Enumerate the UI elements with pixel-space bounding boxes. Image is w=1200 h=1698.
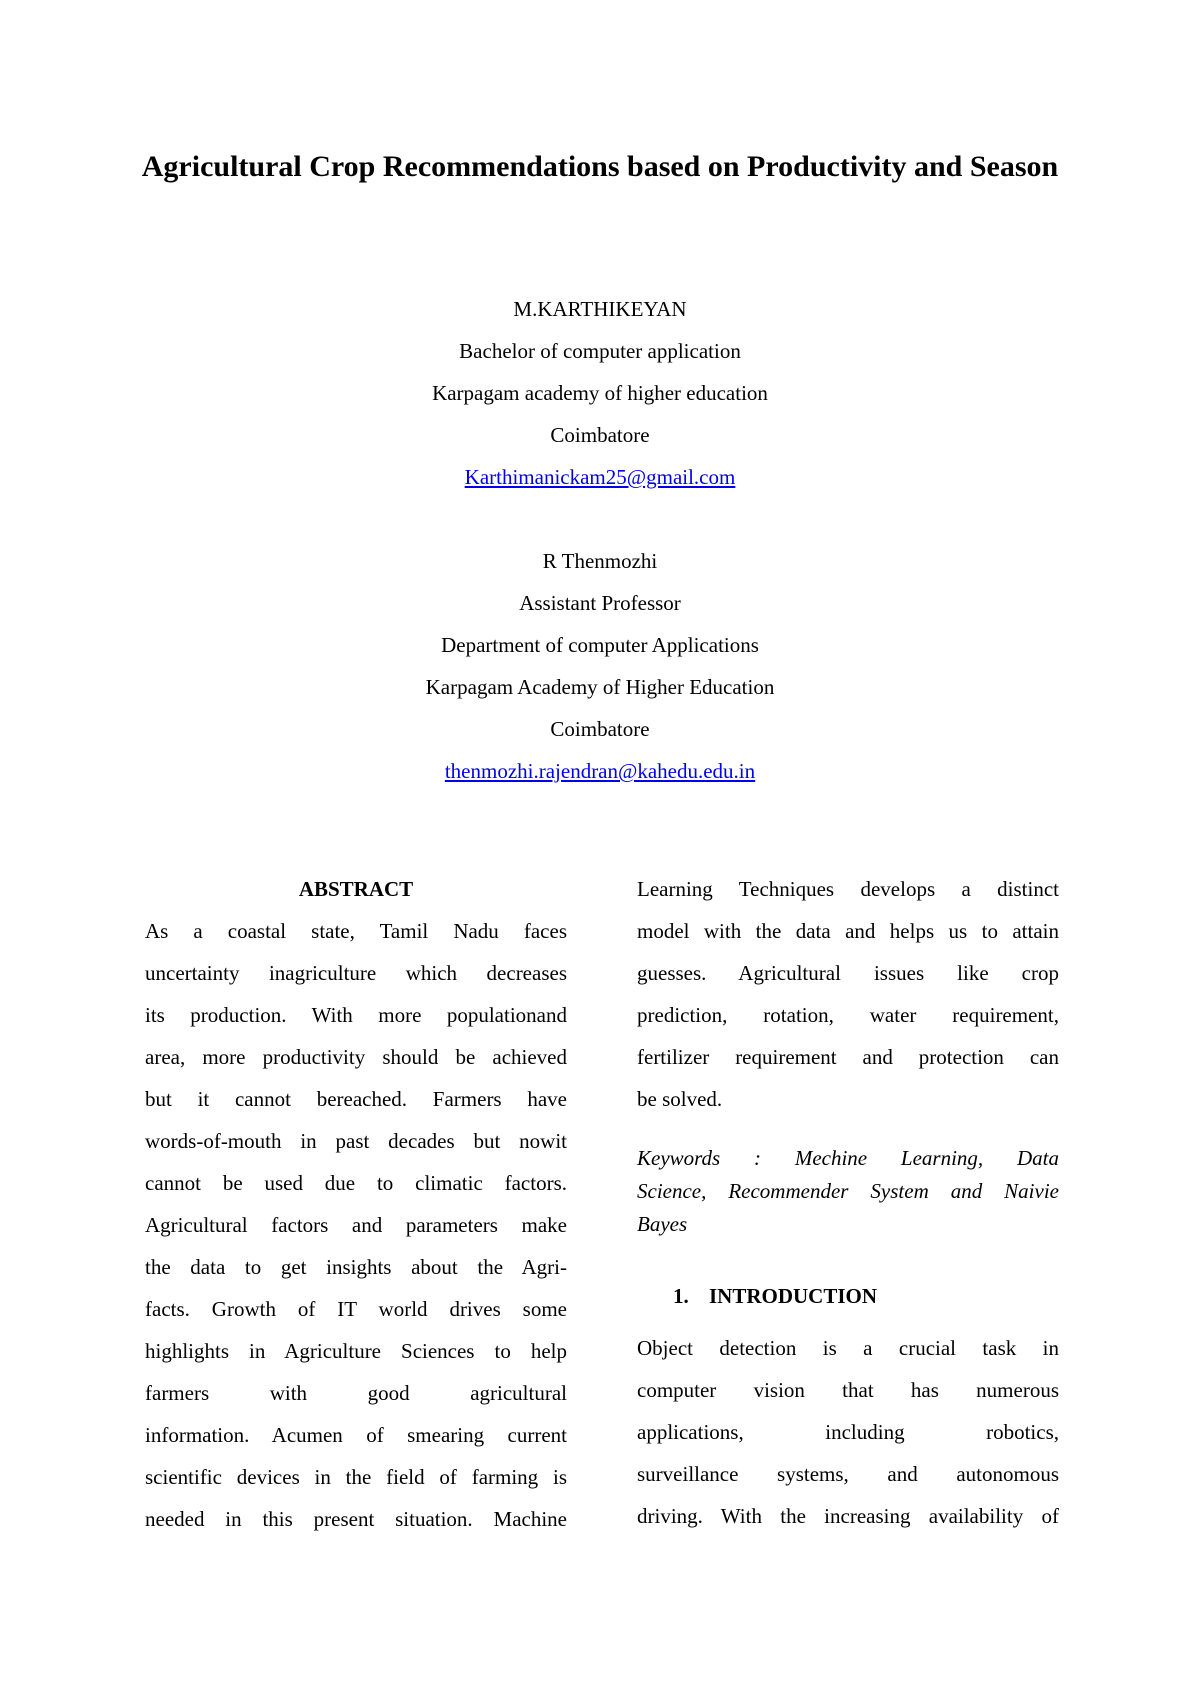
abstract-line: highlights in Agriculture Sciences to help xyxy=(145,1339,567,1363)
paper-title: Agricultural Crop Recommendations based on Productivity and Season xyxy=(141,150,1059,183)
right-column xyxy=(637,868,1059,1537)
intro-line: surveillance systems, and autonomous xyxy=(637,1462,1059,1486)
author-2 xyxy=(200,540,1000,792)
abstract-line: uncertainty inagriculture which decreases xyxy=(145,961,567,985)
abstract-line: facts. Growth of IT world drives some xyxy=(145,1297,567,1321)
abstract-line: the data to get insights about the Agri- xyxy=(145,1255,567,1279)
author-1-role: Bachelor of computer application xyxy=(459,339,741,363)
abstract-line: As a coastal state, Tamil Nadu faces xyxy=(145,919,567,943)
abstract-line: guesses. Agricultural issues like crop xyxy=(637,961,1059,985)
abstract-line: words-of-mouth in past decades but nowit xyxy=(145,1129,567,1153)
keywords-line: Bayes xyxy=(637,1212,688,1236)
abstract-line: prediction, rotation, water requirement, xyxy=(637,1003,1059,1027)
intro-line: applications, including robotics, xyxy=(637,1420,1059,1444)
abstract-line: be solved. xyxy=(637,1087,723,1111)
abstract-line: fertilizer requirement and protection can xyxy=(637,1045,1059,1069)
abstract-line: information. Acumen of smearing current xyxy=(145,1423,567,1447)
intro-line: computer vision that has numerous xyxy=(637,1378,1059,1402)
introduction-body xyxy=(637,1327,1059,1537)
section-number: 1. xyxy=(673,1284,689,1308)
keywords xyxy=(637,1142,1059,1241)
abstract-line: scientific devices in the field of farming is xyxy=(145,1465,567,1489)
abstract-line: its production. With more populationand xyxy=(145,1003,567,1027)
abstract-heading: ABSTRACT xyxy=(298,877,414,901)
author-2-city: Coimbatore xyxy=(550,717,650,741)
author-2-email-link[interactable]: thenmozhi.rajendran@kahedu.edu.in xyxy=(444,759,756,783)
abstract-line: farmers with good agricultural xyxy=(145,1381,567,1405)
keywords-line: Science, Recommender System and Naivie xyxy=(637,1179,1059,1203)
author-1 xyxy=(200,288,1000,498)
author-1-institution: Karpagam academy of higher education xyxy=(432,381,768,405)
author-1-city: Coimbatore xyxy=(550,423,650,447)
keywords-line: Keywords : Mechine Learning, Data xyxy=(637,1146,1059,1170)
abstract-line: needed in this present situation. Machine xyxy=(145,1507,567,1531)
abstract-line: Agricultural factors and parameters make xyxy=(145,1213,567,1237)
introduction-heading xyxy=(637,1275,1059,1317)
abstract-body xyxy=(145,910,567,1540)
author-1-name: M.KARTHIKEYAN xyxy=(513,297,687,321)
author-2-department: Department of computer Applications xyxy=(441,633,759,657)
author-2-name: R Thenmozhi xyxy=(542,549,658,573)
abstract-line: Learning Techniques develops a distinct xyxy=(637,877,1059,901)
author-2-role: Assistant Professor xyxy=(519,591,681,615)
intro-line: Object detection is a crucial task in xyxy=(637,1336,1059,1360)
abstract-line: cannot be used due to climatic factors. xyxy=(145,1171,567,1195)
section-title: INTRODUCTION xyxy=(709,1284,878,1308)
abstract-line: but it cannot bereached. Farmers have xyxy=(145,1087,567,1111)
author-1-email-link[interactable]: Karthimanickam25@gmail.com xyxy=(464,465,736,489)
intro-line: driving. With the increasing availability of xyxy=(637,1504,1059,1528)
author-2-institution: Karpagam Academy of Higher Education xyxy=(425,675,775,699)
left-column xyxy=(145,868,567,1540)
abstract-continued xyxy=(637,868,1059,1120)
abstract-line: model with the data and helps us to attain xyxy=(637,919,1059,943)
abstract-line: area, more productivity should be achieved xyxy=(145,1045,567,1069)
